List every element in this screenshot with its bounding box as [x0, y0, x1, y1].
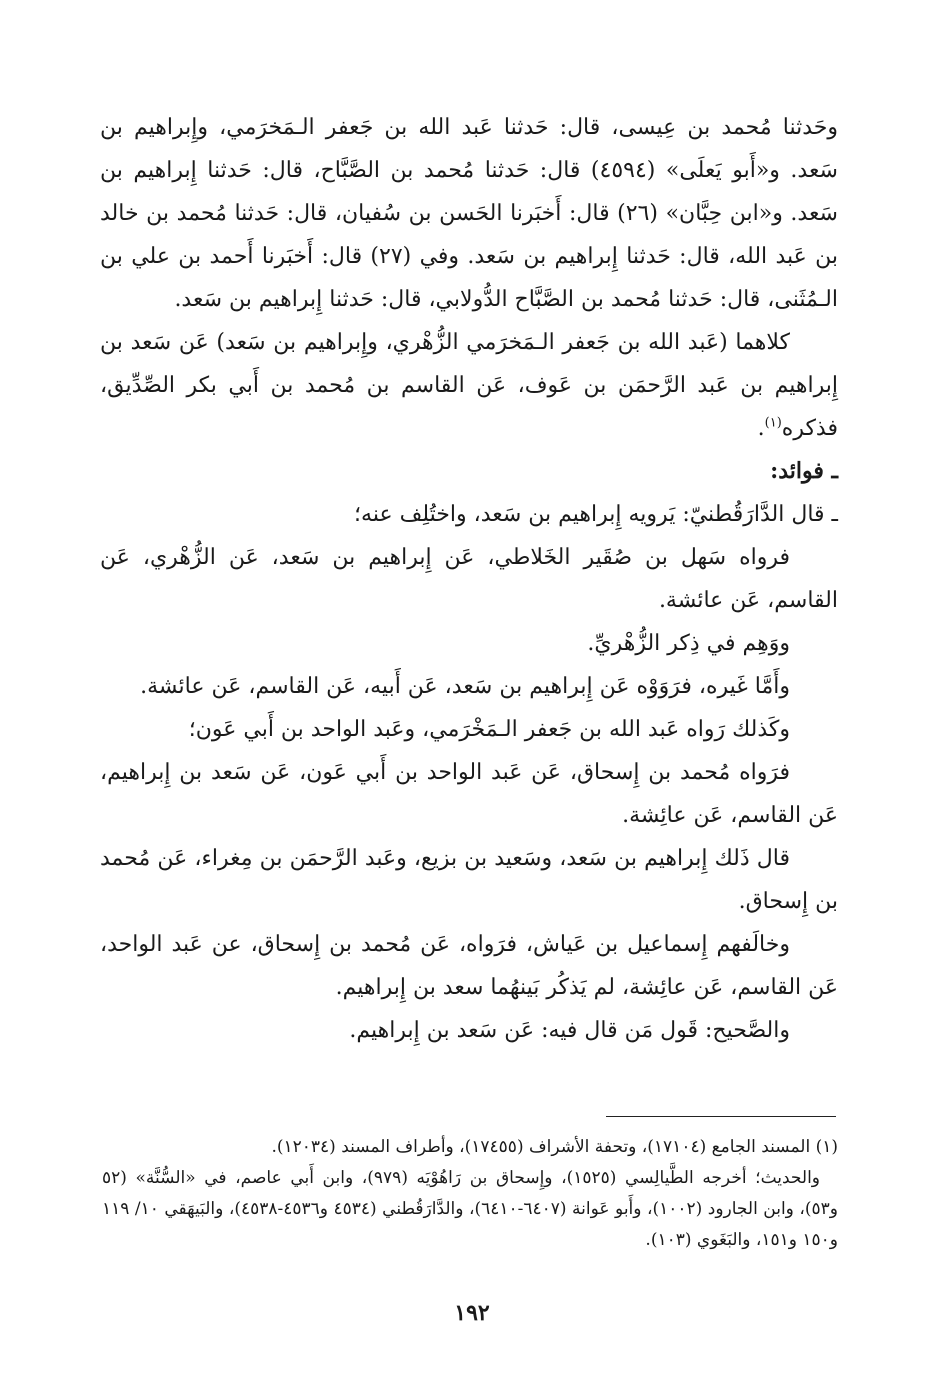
footnote-reference[interactable]: (١) — [764, 415, 782, 431]
paragraph-end-punctuation: . — [757, 416, 765, 441]
paragraph-ibn-ishaq: فرَواه مُحمد بن إِسحاق، عَن عَبد الواحد بن أَبي عَون، عَن سَعد بن إِبراهيم، عَن القاسم، عَن عائِشة. — [100, 760, 838, 828]
paragraph-ismail: وخالَفهم إِسماعيل بن عَياش، فرَواه، عَن مُحمد بن إِسحاق، عن عَبد الواحد، عَن القاسم، عَن عائِشة، لم يَذكُر بَينهُما سعد بن إِبراهيم. — [100, 932, 838, 1000]
paragraph-wahm: ووَهِم في ذِكر الزُّهْريِّ. — [587, 631, 790, 656]
paragraph-makhrami: وكَذلك رَواه عَبد الله بن جَعفر الـمَخْرَمي، وعَبد الواحد بن أَبي عَون؛ — [188, 717, 790, 742]
paragraph-isnad: وحَدثنا مُحمد بن عِيسى، قال: حَدثنا عَبد الله بن جَعفر الـمَخرَمي، وإِبراهيم بن سَعد. و«أَبو يَعلَى» (٤٥٩٤) قال: حَدثنا مُحمد بن الصَّبَّاح، قال: حَدثنا إِبراهيم بن سَعد. و«ابن حِبَّان» (٢٦) قال: أَخبَرنا الحَسن بن سُفيان، قال: حَدثنا مُحمد بن خالد بن عَبد الله، قال: حَدثنا إِبراهيم بن سَعد. وفي (٢٧) قال: أَخبَرنا أَحمد بن علي بن الـمُثَنى، قال: حَدثنا مُحمد بن الصَّبَّاح الدُّولابي، قال: حَدثنا إِبراهيم بن سَعد. — [100, 115, 838, 312]
paragraph-said-that: قال ذَلك إِبراهيم بن سَعد، وسَعيد بن بزيع، وعَبد الرَّحمَن بن مِغراء، عَن مُحمد بن إِسحاق. — [100, 846, 838, 914]
footnotes — [102, 1132, 838, 1256]
footnote-1-hadith-references: والحديث؛ أخرجه الطَّيالِسي (١٥٢٥)، وإِسحاق بن رَاهُوْيَه (٩٧٩)، وابن أَبي عاصم، في «السُّنَّة» (٥٢ و٥٣)، وابن الجارود (١٠٠٢)، وأَبو عَوانة (٦٤٠٧-٦٤١٠)، والدَّارَقُطني (٤٥٣٤ و٤٥٣٦-٤٥٣٨)، والبَيهَقي ١٠/ ١١٩ و١٥٠ و١٥١، والبَغَوي (١٠٣). — [102, 1168, 838, 1250]
footnote-divider — [606, 1116, 836, 1117]
paragraph-others: وأَمَّا غَيره، فرَوَوْه عَن إِبراهيم بن سَعد، عَن أَبيه، عَن القاسم، عَن عائشة. — [140, 674, 790, 699]
footnote-1-sources: (١) المسند الجامع (١٧١٠٤)، وتحفة الأشراف (١٧٤٥٥)، وأطراف المسند (١٢٠٣٤). — [271, 1137, 838, 1157]
main-text — [100, 106, 838, 1052]
paragraph-both-narrators — [100, 321, 838, 450]
paragraph-both-narrators-text: كلاهما (عَبد الله بن جَعفر الـمَخرَمي الزُّهْري، وإِبراهيم بن سَعد) عَن سَعد بن إِبراهيم بن عَبد الرَّحمَن بن عَوف، عَن القاسم بن مُحمد بن أَبي بكر الصِّدِّيق، فذكره — [100, 330, 838, 441]
page-number: ١٩٢ — [454, 1300, 490, 1326]
paragraph-correct: والصَّحيح: قَول مَن قال فيه: عَن سَعد بن إِبراهيم. — [349, 1018, 790, 1043]
section-heading-benefits: ـ فوائد: — [770, 458, 838, 484]
paragraph-sahl: فرواه سَهل بن صُقَير الخَلاطي، عَن إِبراهيم بن سَعد، عَن الزُّهْري، عَن القاسم، عَن عائشة. — [100, 545, 838, 613]
paragraph-daraqutni: ـ قال الدَّارَقُطنيّ: يَرويه إِبراهيم بن سَعد، واختُلِف عنه؛ — [354, 502, 838, 527]
